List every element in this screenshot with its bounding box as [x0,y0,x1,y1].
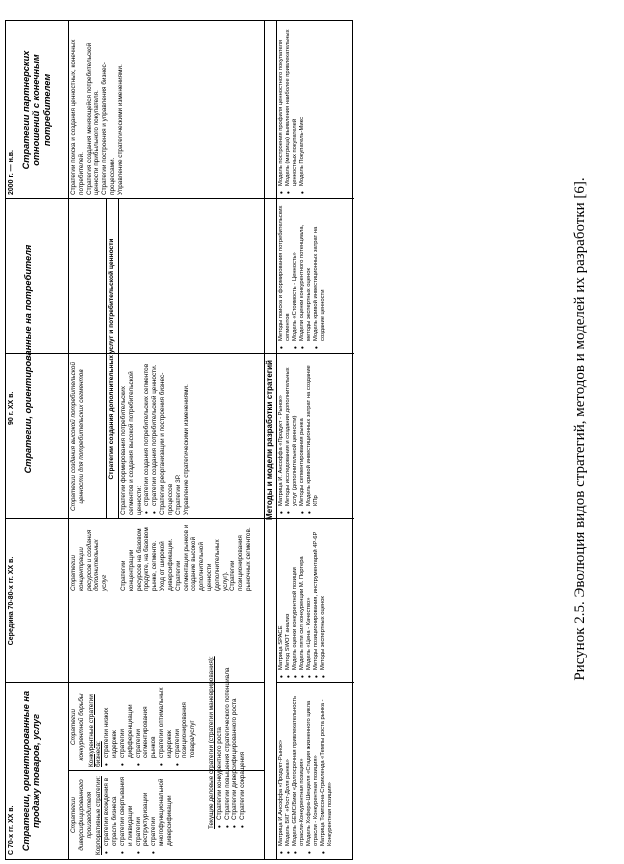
col2-text [118,519,252,683]
period-label: Середина 70-80-х гг. XX в. [8,556,15,646]
list-item: • Методы экспертных оценок [320,523,327,670]
column-title: Стратегии партнерских отношений с конечным потребителем [20,50,52,170]
subheading: Стратегии конкурентной борьбы [70,693,85,761]
subheading: Стратегии концентрации ресурсов и создания дополнительных услуг [70,529,109,591]
col3-body [118,354,264,519]
list-item: • Матрица И.Ансоффа «Продукт-Рынок» [278,687,285,846]
list-item: • стратегии создания потребительской ценности. [151,358,159,506]
column-header-1 [6,683,68,859]
list-item: • Стратегии сокращения [239,523,247,820]
col3-sub [68,354,106,519]
list-item: • Модель GEMC/Бики «Долгосрочная привлекательность отрасли-Конкурентная позиция» [292,687,306,846]
text-line: Стратегии 3Р. [174,474,182,515]
methods-col-4 [276,199,354,354]
list-item: • Модель кривой инвестиционных затрат на создание ценности [313,203,327,341]
methods-col-5 [276,21,354,199]
list-item: • Модель (матрица) выявления наиболее привлекательных ценностных покупателей [285,25,299,186]
text-line: Стратегии сегментации рынков и создание высокой дополнительной ценности (дополнительных услуг). [174,524,229,591]
list-item: • стратегии позиционирования товара/услуг [174,687,197,758]
methods-col-2 [276,519,354,683]
list-item: • Модели оценки конкурентного потенциала, методы экспертных оценок [299,203,313,341]
subheading: Стратегии создания высокой потребительской ценности для потребительских сегментов [70,361,85,512]
methods-col-1 [276,683,354,859]
list-item: • Методы сегментирования рынка [299,358,306,506]
text-line: Стратегии концентрации ресурсов на базовом продукте, на базовом рынке, сегменте. [120,527,159,591]
list-item: • Методы исследования и создания дополнительных услуг (дополнительной ценности) [285,358,299,506]
list-item: • стратегии оптимальных издержек [158,687,174,758]
list-item: • Модель БКГ «Рост-Доля рынка» [285,687,292,846]
value-strategies-heading: Стратегии создания дополнительных услуг и потребительской ценности [108,238,115,480]
list-item: • стратегии дифференциации [119,687,135,758]
list-item: • Модель «Стоимость - Ценность» [292,203,299,341]
list-item: • Модель Хофера-Шенделя «Стадия жизненного цикла отрасли - Конкурентная позиция» [306,687,320,846]
list-item: • Метод SWOT анализ [285,523,292,670]
list-item: • стратегии реструктуризации [135,775,151,846]
list-heading: Корпоративные стратегии: [95,776,103,855]
period-label: 2000 г. — н.в. [8,150,15,195]
list-item: • Матрица SPACE [278,523,285,670]
list-item: • Стратегии диверсифицированного роста [231,523,239,820]
column-header-4 [6,21,68,199]
text-line: Стратегии поиска и создания ценностных, конечных потребителей. [70,39,85,195]
period-label: 90 г. XX в. [8,391,15,425]
list-heading: Конкурентные стратегии бизнеса: [87,694,103,767]
list-item: • стратегии низких издержек [103,687,119,758]
list-item: • Стратегии повышения стратегического потенциала [224,523,232,820]
period-label: С 70-х гг. XX в. [8,805,15,855]
list-item: • Модель «Цена - Качество» [306,523,313,670]
list-item: • Модель Покупатель-Микс [299,25,306,186]
column-header-3 [6,199,68,519]
list-item: • Методы позиционирования, инструментарий 4Р-6Р [313,523,320,670]
text-line: Стратегия создания меняющейся потребительской ценности прибыльного покупателя. [85,42,101,195]
list-item: • Модель построения профиля ценностного покупателя [278,25,285,186]
list-item: • Модель оценки конкурентной позиции [292,523,299,670]
list-heading: Текущие деловые стратегии (стратегии маневрирования): [208,656,215,829]
list-item: • Модель кривой инвестиционных затрат на создание КПр [306,358,320,506]
text-line: Управление стратегическими изменениями. [116,64,124,195]
col3-sub-spacer [68,199,106,354]
list-item: • Матрица Томпсона-Стрикленда «Темпы роста рынка - Конкурентная позиция» [320,687,334,846]
column-title: Стратегии, ориентированные на потребителя [22,244,33,474]
column-header-2 [6,519,68,683]
list-item: • стратегии создания потребительских сегментов [143,358,151,506]
column-title: Стратегии, ориентированные на продажу товаров, услуг [20,690,42,852]
text-line: Стратегии реорганизации и построения бизнес-процессов [159,372,174,515]
text-line: Управление стратегическими изменениями. [182,384,190,515]
subheading: Стратегии диверсифицированного производителя [70,779,93,851]
text-line: Стратегии позиционирования рыночных сегментов. [229,527,252,591]
list-item: • стратегии вхождения в отрасль бизнеса [103,775,119,846]
list-item: • Модель пяти сил конкуренции М. Портера [299,523,306,670]
list-item: • стратегии свертывания и ликвидации [119,775,135,846]
list-item: • Матрица И. Ансоффа «Продукт - Рынок» [278,358,285,506]
methods-heading: Методы и модели разработки стратегий [265,360,274,520]
col4-body [68,21,264,199]
list-item: • стратегии многофункциональной диверсификации [150,775,173,846]
list-item: • стратегии сегментирования рынков [135,687,158,758]
text-line: Стратегии формирования потребительских сегментов и создания высокой потребительской ценности: [120,371,143,515]
methods-col-3 [276,354,354,519]
strategy-evolution-table [5,20,353,860]
list-item: • Методы поиска и формирования потребительских сегментов [278,203,292,341]
figure-caption: Рисунок 2.5. Эволюция видов стратегий, методов и моделей их разработки [6]. [572,177,588,681]
text-line: Уход от широкой диверсификации. [159,538,174,591]
text-line: Стратегии построения и управления бизнес-процессами. [101,62,117,195]
list-item: • Стратегии конкурентного роста [216,523,224,820]
